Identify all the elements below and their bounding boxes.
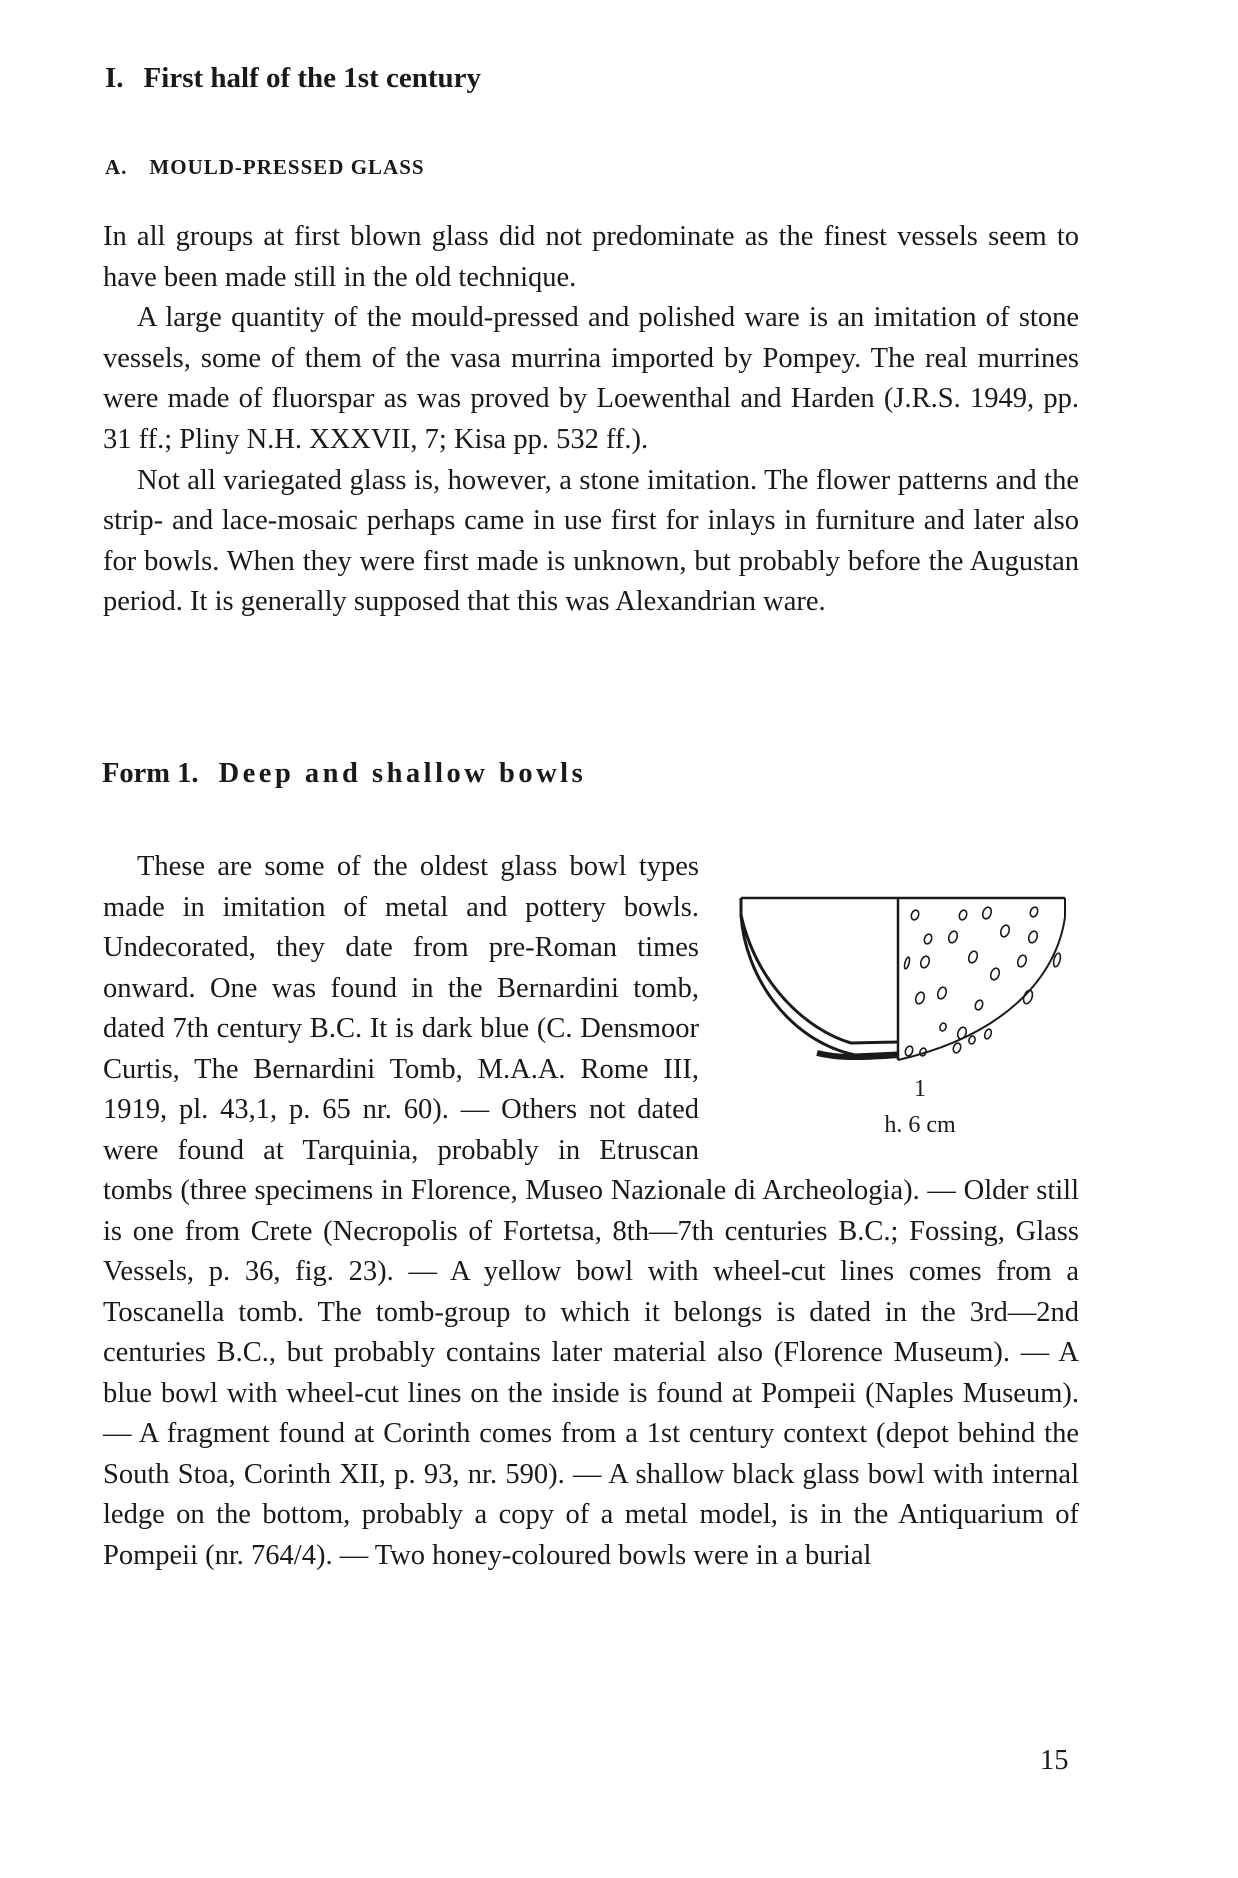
form-label: Form 1. — [102, 758, 199, 789]
bowl-figure — [727, 855, 1079, 1148]
section-title: MOULD-PRESSED GLASS — [149, 155, 425, 179]
form-title: Deep and shallow bowls — [218, 758, 587, 789]
chapter-numeral: I. — [105, 62, 124, 94]
intro-text — [103, 217, 1079, 623]
page-number: 15 — [1040, 1745, 1069, 1776]
form-body-text — [103, 847, 1079, 1576]
intro-paragraph: A large quantity of the mould-pressed and polished ware is an imitation of stone vessels, some of them of the vasa murrina imported by Pompey. The real murrines were made of fluorspar as was proved by Loewenthal and Harden (J.R.S. 1949, pp. 31 ff.; Pliny N.H. XXXVII, 7; Kisa pp. 532 ff.). — [103, 302, 1079, 455]
figure-caption: h. 6 cm — [884, 1112, 956, 1138]
intro-paragraph: In all groups at first blown glass did not predominate as the finest vessels seem to have been made still in the old technique. — [103, 221, 1079, 293]
bowl-profile-drawing — [727, 855, 1079, 1070]
intro-paragraph: Not all variegated glass is, however, a stone imitation. The flower patterns and the strip- and lace-mosaic perhaps came in use first for inlays in furniture and later also for bowls. When they were first made is unknown, but probably before the Augustan period. It is generally supposed that this was Alexandrian ware. — [103, 464, 1079, 618]
chapter-heading — [105, 62, 481, 95]
section-heading — [105, 155, 425, 180]
chapter-title: First half of the 1st century — [143, 62, 482, 94]
figure-number: 1 — [914, 1076, 926, 1102]
form-body-paragraph: These are some of the oldest glass bowl types made in imitation of metal and pottery bowls. Undecorated, they date from pre-Roman times onward. One was found in the Bernardini tomb, dated 7th century B.C. It is dark blue (C. Densmoor Curtis, The Bernardini Tomb, M.A.A. Rome III, 1919, pl. 43,1, p. 65 nr. 60). — Others not dated were found at Tarquinia, probably in Etruscan tombs (three specimens in Florence, Museo Nazionale di Archeologia). — Older still is one from Crete (Necropolis of Fortetsa, 8th—7th centuries B.C.; Fossing, Glass Vessels, p. 36, fig. 23). — A yellow bowl with wheel-cut lines comes from a Toscanella tomb. The tomb-group to which it belongs is dated in the 3rd—2nd centuries B.C., but probably contains later material also (Florence Museum). — A blue bowl with wheel-cut lines on the inside is found at Pompeii (Naples Museum). — A fragment found at Corinth comes from a 1st century context (depot behind the South Stoa, Corinth XII, p. 93, nr. 590). — A shallow black glass bowl with internal ledge on the bottom, probably a copy of a metal model, is in the Antiquarium of Pompeii (nr. 764/4). — Two honey-coloured bowls were in a burial — [103, 851, 1079, 1571]
form-heading — [102, 758, 586, 790]
section-letter: A. — [105, 155, 128, 179]
